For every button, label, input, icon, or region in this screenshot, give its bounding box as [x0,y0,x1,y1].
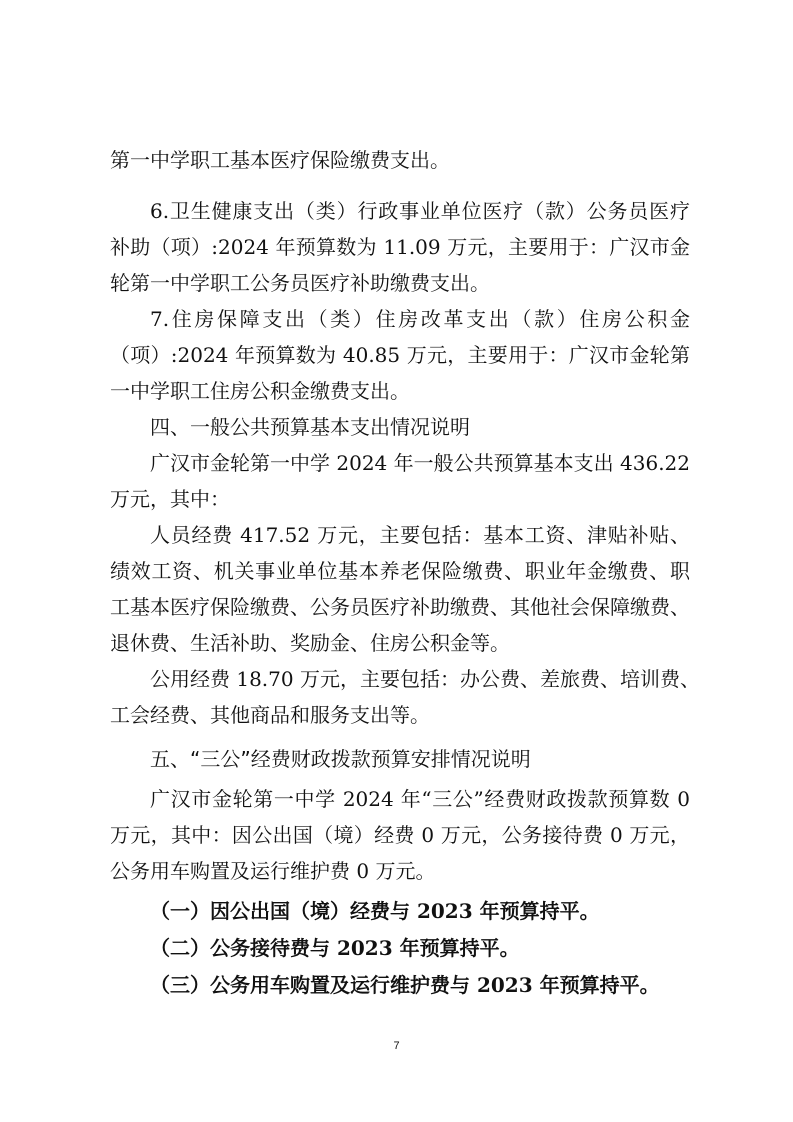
paragraph-line: 6.卫生健康支出（类）行政事业单位医疗（款）公务员医疗 [150,199,690,223]
paragraph-line: 工基本医疗保险缴费、公务员医疗补助缴费、其他社会保障缴费、 [110,595,690,619]
paragraph-line: 工会经费、其他商品和服务支出等。 [110,703,430,727]
paragraph-line: 广汉市金轮第一中学 2024 年一般公共预算基本支出 436.22 [150,451,690,475]
section-heading: 五、“三公”经费财政拨款预算安排情况说明 [150,747,531,771]
paragraph-line: 人员经费 417.52 万元，主要包括：基本工资、津贴补贴、 [150,523,690,547]
subsection-heading: （一）因公出国（境）经费与 2023 年预算持平。 [150,899,600,923]
paragraph-line: 万元，其中：因公出国（境）经费 0 万元，公务接待费 0 万元， [110,823,690,847]
paragraph-line: 公务用车购置及运行维护费 0 万元。 [110,859,436,883]
subsection-heading: （二）公务接待费与 2023 年预算持平。 [150,936,520,960]
paragraph-line: 7.住房保障支出（类）住房改革支出（款）住房公积金 [150,307,690,331]
paragraph-line: （项）:2024 年预算数为 40.85 万元，主要用于：广汉市金轮第 [110,343,690,367]
paragraph-line: 退休费、生活补助、奖励金、住房公积金等。 [110,631,510,655]
paragraph-line: 绩效工资、机关事业单位基本养老保险缴费、职业年金缴费、职 [110,559,690,583]
paragraph-line: 补助（项）:2024 年预算数为 11.09 万元，主要用于：广汉市金 [110,235,690,259]
paragraph-line: 万元，其中： [110,487,230,511]
paragraph-line: 公用经费 18.70 万元，主要包括：办公费、差旅费、培训费、 [150,667,700,691]
paragraph-line: 一中学职工住房公积金缴费支出。 [110,379,410,403]
page-number: 7 [393,1040,400,1052]
section-heading: 四、一般公共预算基本支出情况说明 [150,415,470,439]
paragraph-line: 轮第一中学职工公务员医疗补助缴费支出。 [110,271,490,295]
subsection-heading: （三）公务用车购置及运行维护费与 2023 年预算持平。 [150,973,660,997]
paragraph-line: 广汉市金轮第一中学 2024 年“三公”经费财政拨款预算数 0 [150,787,690,811]
paragraph-line: 第一中学职工基本医疗保险缴费支出。 [110,148,450,172]
